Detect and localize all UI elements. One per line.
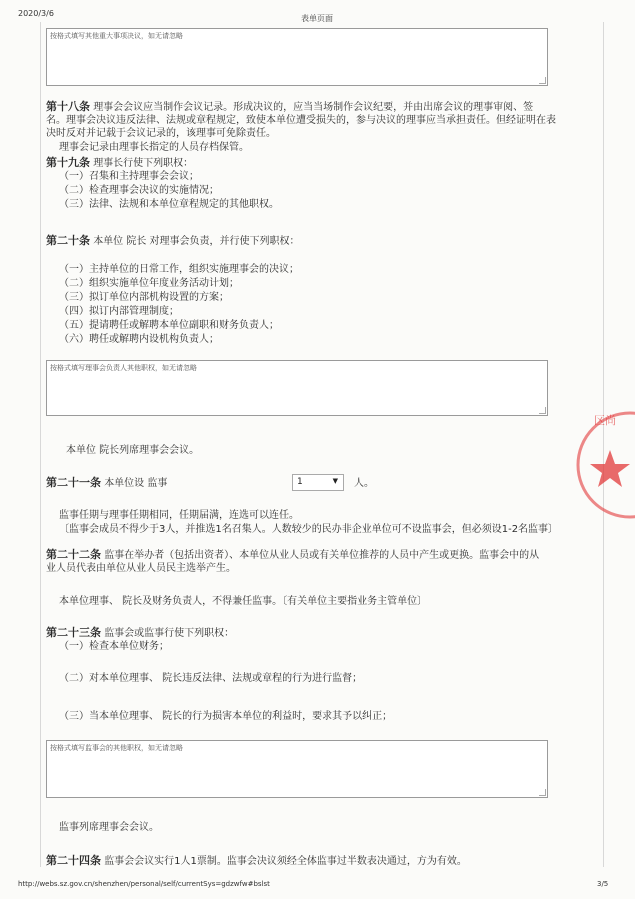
article-21-label: 本单位设 监事 [104,478,168,489]
article-23-intro: 监事会或监事行使下列职权： [104,628,235,639]
article-18-head: 第十八条 [46,100,90,113]
resize-grip-icon[interactable] [539,789,546,796]
supervisor-other-powers-textarea[interactable] [46,740,548,798]
print-date: 2020/3/6 [18,9,54,18]
article-20-item-5: （五）提请聘任或解聘本单位副职和财务负责人； [59,320,279,331]
article-20-item-4: （四）拟订内部管理制度； [59,306,179,317]
article-20-item-2: （二）组织实施单位年度业务活动计划； [59,278,239,289]
article-20-item-6: （六）聘任或解聘内设机构负责人； [59,334,219,345]
article-23-item-3: （三）当本单位理事、 院长的行为损害本单位的利益时，要求其予以纠正； [59,711,393,722]
page-number: 3/5 [597,880,609,888]
article-19-head: 第十九条 [46,156,90,169]
article-21-unit: 人。 [354,478,374,489]
print-title: 表单页面 [301,14,333,23]
article-19-item-3: （三）法律、法规和本单位章程规定的其他职权。 [59,199,279,210]
article-23-note: 监事列席理事会会议。 [59,822,159,833]
director-other-powers-textarea[interactable] [46,360,548,416]
article-20-intro: 本单位 院长 对理事会负责，并行使下列职权： [93,236,300,247]
article-18 [46,100,533,114]
other-major-matters-textarea[interactable] [46,28,548,86]
article-21 [46,476,167,490]
article-22-line3: 本单位理事、 院长及财务负责人，不得兼任监事。〔有关单位主要指业务主管单位〕 [59,596,428,607]
article-21-line2: 〔监事会成员不得少于3人，并推选1名召集人。人数较少的民办非企业单位可不设监事会，但必须设1-2名监事〕 [59,524,559,535]
article-20-item-3: （三）拟订单位内部机构设置的方案； [59,292,229,303]
article-22 [46,548,539,562]
resize-grip-icon[interactable] [539,77,546,84]
print-url: http://webs.sz.gov.cn/shenzhen/personal/self/currentSys=gdzwfw#bslst [18,880,270,888]
article-20 [46,234,300,248]
article-19 [46,156,193,170]
stamp-text: 区尚 [594,414,616,427]
textarea-placeholder: 按格式填写其他重大事项决议，如无请忽略 [50,32,183,40]
article-18-line1: 理事会会议应当制作会议记录。形成决议的，应当当场制作会议纪要，并由出席会议的理事审阅、签 [93,102,534,113]
textarea-placeholder: 按格式填写监事会的其他职权，如无请忽略 [50,744,183,752]
article-22-line1: 监事在举办者（包括出资者）、本单位从业人员或有关单位推荐的人员中产生或更换。监事会中的从 [104,550,540,561]
article-18-line3: 决时反对并记载于会议记录的，该理事可免除责任。 [46,128,276,139]
article-23-head: 第二十三条 [46,626,101,639]
article-19-item-2: （二）检查理事会决议的实施情况； [59,185,219,196]
article-24-line1: 监事会会议实行1人1票制。监事会决议须经全体监事过半数表决通过，方为有效。 [104,856,467,867]
official-seal-stamp [574,410,635,520]
article-21-head: 第二十一条 [46,476,101,489]
article-22-line2: 业人员代表由单位从业人员民主选举产生。 [46,563,236,574]
article-18-line2: 名。理事会决议违反法律、法规或章程规定，致使本单位遭受损失的，参与决议的理事应当承担责任。但经证明在表 [46,115,556,126]
article-20-item-1: （一）主持单位的日常工作，组织实施理事会的决议； [59,264,299,275]
article-24 [46,854,467,868]
article-22-head: 第二十二条 [46,548,101,561]
article-20-head: 第二十条 [46,234,90,247]
article-23-item-2: （二）对本单位理事、 院长违反法律、法规或章程的行为进行监督； [59,673,363,684]
article-19-intro: 理事长行使下列职权： [93,158,194,169]
resize-grip-icon[interactable] [539,407,546,414]
textarea-placeholder: 按格式填写理事会负责人其他职权，如无请忽略 [50,364,197,372]
article-18-line4: 理事会记录由理事长指定的人员存档保管。 [59,142,249,153]
article-19-item-1: （一）召集和主持理事会会议； [59,171,199,182]
supervisor-count-select[interactable] [292,474,344,491]
article-24-head: 第二十四条 [46,854,101,867]
chevron-down-icon: ▼ [332,477,338,485]
article-23 [46,626,234,640]
article-20-note: 本单位 院长列席理事会会议。 [66,445,200,456]
select-value: 1 [297,477,303,487]
article-21-line1: 监事任期与理事任期相同，任期届满，连选可以连任。 [59,510,299,521]
article-23-item-1: （一）检查本单位财务； [59,641,169,652]
